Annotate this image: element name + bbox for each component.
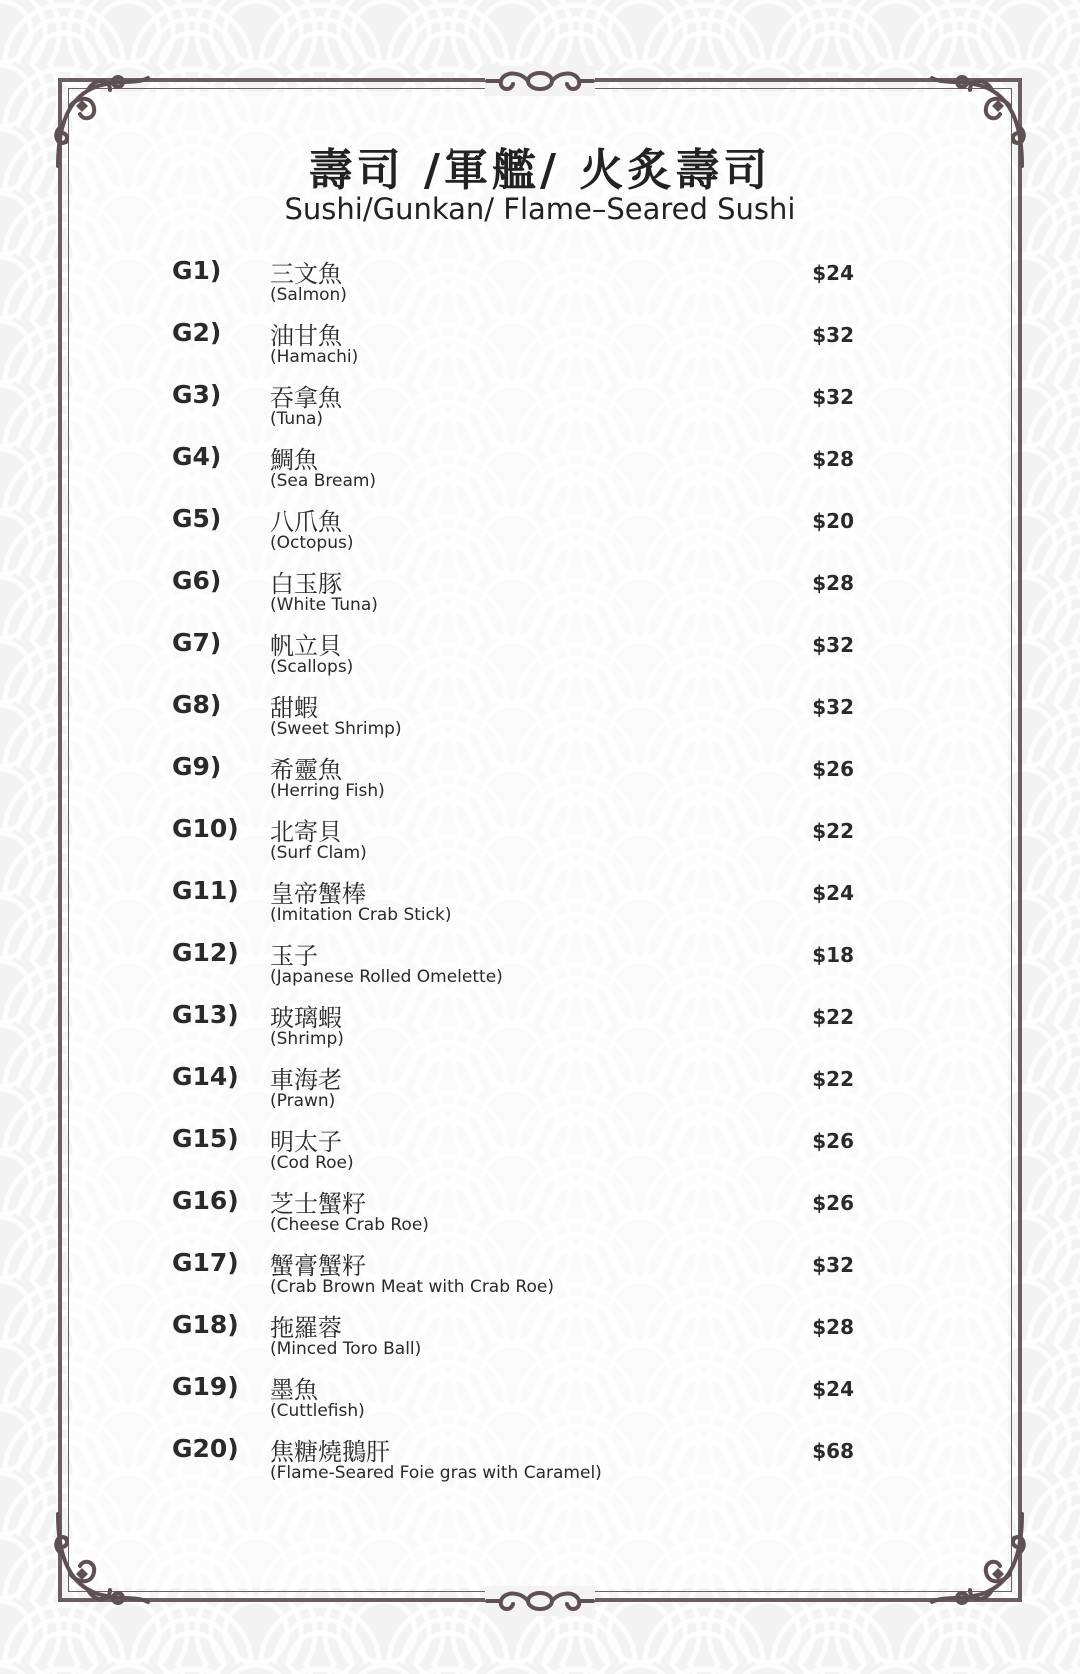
item-price: $26 [812,1129,854,1153]
item-price: $28 [812,1315,854,1339]
item-name-chinese: 玉子 [270,942,318,970]
menu-item [0,1060,1080,1120]
item-code: G4) [172,442,222,471]
item-name-chinese: 帆立貝 [270,632,342,660]
page-title-english: Sushi/Gunkan/ Flame–Seared Sushi [284,192,796,226]
item-name-chinese: 玻璃蝦 [270,1004,342,1032]
item-price: $26 [812,1191,854,1215]
item-code: G8) [172,690,222,719]
item-code: G17) [172,1248,239,1277]
item-name-chinese: 鯛魚 [270,446,318,474]
item-price: $32 [812,695,854,719]
item-name-english: (Imitation Crab Stick) [270,905,452,925]
item-name-english: (Cod Roe) [270,1153,354,1173]
item-name-english: (Tuna) [270,409,324,429]
item-name-english: (Minced Toro Ball) [270,1339,422,1359]
item-name-chinese: 明太子 [270,1128,342,1156]
item-price: $32 [812,1253,854,1277]
menu-item [0,378,1080,438]
item-name-chinese: 北寄貝 [270,818,342,846]
item-code: G15) [172,1124,239,1153]
item-code: G1) [172,256,222,285]
item-code: G20) [172,1434,239,1463]
menu-item [0,440,1080,500]
scroll-ornament-icon [485,1586,595,1616]
item-price: $20 [812,509,854,533]
item-name-english: (White Tuna) [270,595,378,615]
item-price: $28 [812,571,854,595]
menu-item [0,1246,1080,1306]
item-price: $26 [812,757,854,781]
item-name-chinese: 車海老 [270,1066,342,1094]
item-code: G14) [172,1062,239,1091]
item-name-english: (Salmon) [270,285,347,305]
menu-item [0,936,1080,996]
item-name-chinese: 芝士蟹籽 [270,1190,366,1218]
menu-item [0,998,1080,1058]
corner-ornament-icon [48,1504,158,1614]
item-code: G6) [172,566,222,595]
item-code: G9) [172,752,222,781]
item-code: G18) [172,1310,239,1339]
item-price: $22 [812,819,854,843]
item-code: G12) [172,938,239,967]
item-name-chinese: 八爪魚 [270,508,342,536]
menu-item [0,1122,1080,1182]
item-name-chinese: 焦糖燒鵝肝 [270,1438,390,1466]
menu-item [0,254,1080,314]
menu-item [0,626,1080,686]
menu-item [0,316,1080,376]
item-code: G16) [172,1186,239,1215]
item-price: $32 [812,323,854,347]
item-name-chinese: 甜蝦 [270,694,318,722]
corner-ornament-icon [922,1504,1032,1614]
item-name-chinese: 三文魚 [270,260,342,288]
menu-item [0,688,1080,748]
item-code: G19) [172,1372,239,1401]
item-name-english: (Hamachi) [270,347,359,367]
item-name-chinese: 白玉豚 [270,570,342,598]
menu-item [0,1370,1080,1430]
item-name-chinese: 油甘魚 [270,322,342,350]
item-name-english: (Herring Fish) [270,781,385,801]
scroll-ornament-icon [485,66,595,96]
item-code: G10) [172,814,239,843]
item-name-english: (Octopus) [270,533,354,553]
menu-item [0,564,1080,624]
menu-item [0,1432,1080,1492]
item-price: $32 [812,385,854,409]
menu-item [0,812,1080,872]
item-price: $24 [812,1377,854,1401]
item-price: $32 [812,633,854,657]
page-title-chinese: 壽司 /軍艦/ 火炙壽司 [308,145,772,196]
item-name-english: (Sea Bream) [270,471,377,491]
item-name-english: (Scallops) [270,657,354,677]
menu-item [0,874,1080,934]
item-price: $24 [812,881,854,905]
item-name-chinese: 吞拿魚 [270,384,342,412]
menu-item [0,502,1080,562]
item-code: G5) [172,504,222,533]
item-price: $28 [812,447,854,471]
item-price: $22 [812,1005,854,1029]
item-name-english: (Shrimp) [270,1029,344,1049]
item-name-english: (Cuttlefish) [270,1401,365,1421]
item-code: G7) [172,628,222,657]
item-price: $18 [812,943,854,967]
item-name-chinese: 蟹膏蟹籽 [270,1252,366,1280]
item-name-chinese: 拖羅蓉 [270,1314,342,1342]
item-code: G13) [172,1000,239,1029]
item-name-english: (Surf Clam) [270,843,367,863]
item-price: $68 [812,1439,854,1463]
item-code: G11) [172,876,239,905]
menu-item [0,1308,1080,1368]
item-name-chinese: 希靈魚 [270,756,342,784]
menu-item [0,750,1080,810]
item-name-english: (Prawn) [270,1091,336,1111]
item-price: $24 [812,261,854,285]
menu-item [0,1184,1080,1244]
item-name-english: (Sweet Shrimp) [270,719,402,739]
item-name-chinese: 皇帝蟹棒 [270,880,366,908]
item-code: G2) [172,318,222,347]
item-price: $22 [812,1067,854,1091]
item-name-english: (Japanese Rolled Omelette) [270,967,503,987]
item-name-english: (Flame-Seared Foie gras with Caramel) [270,1463,602,1483]
item-name-english: (Crab Brown Meat with Crab Roe) [270,1277,554,1297]
item-name-english: (Cheese Crab Roe) [270,1215,429,1235]
item-name-chinese: 墨魚 [270,1376,318,1404]
item-code: G3) [172,380,222,409]
